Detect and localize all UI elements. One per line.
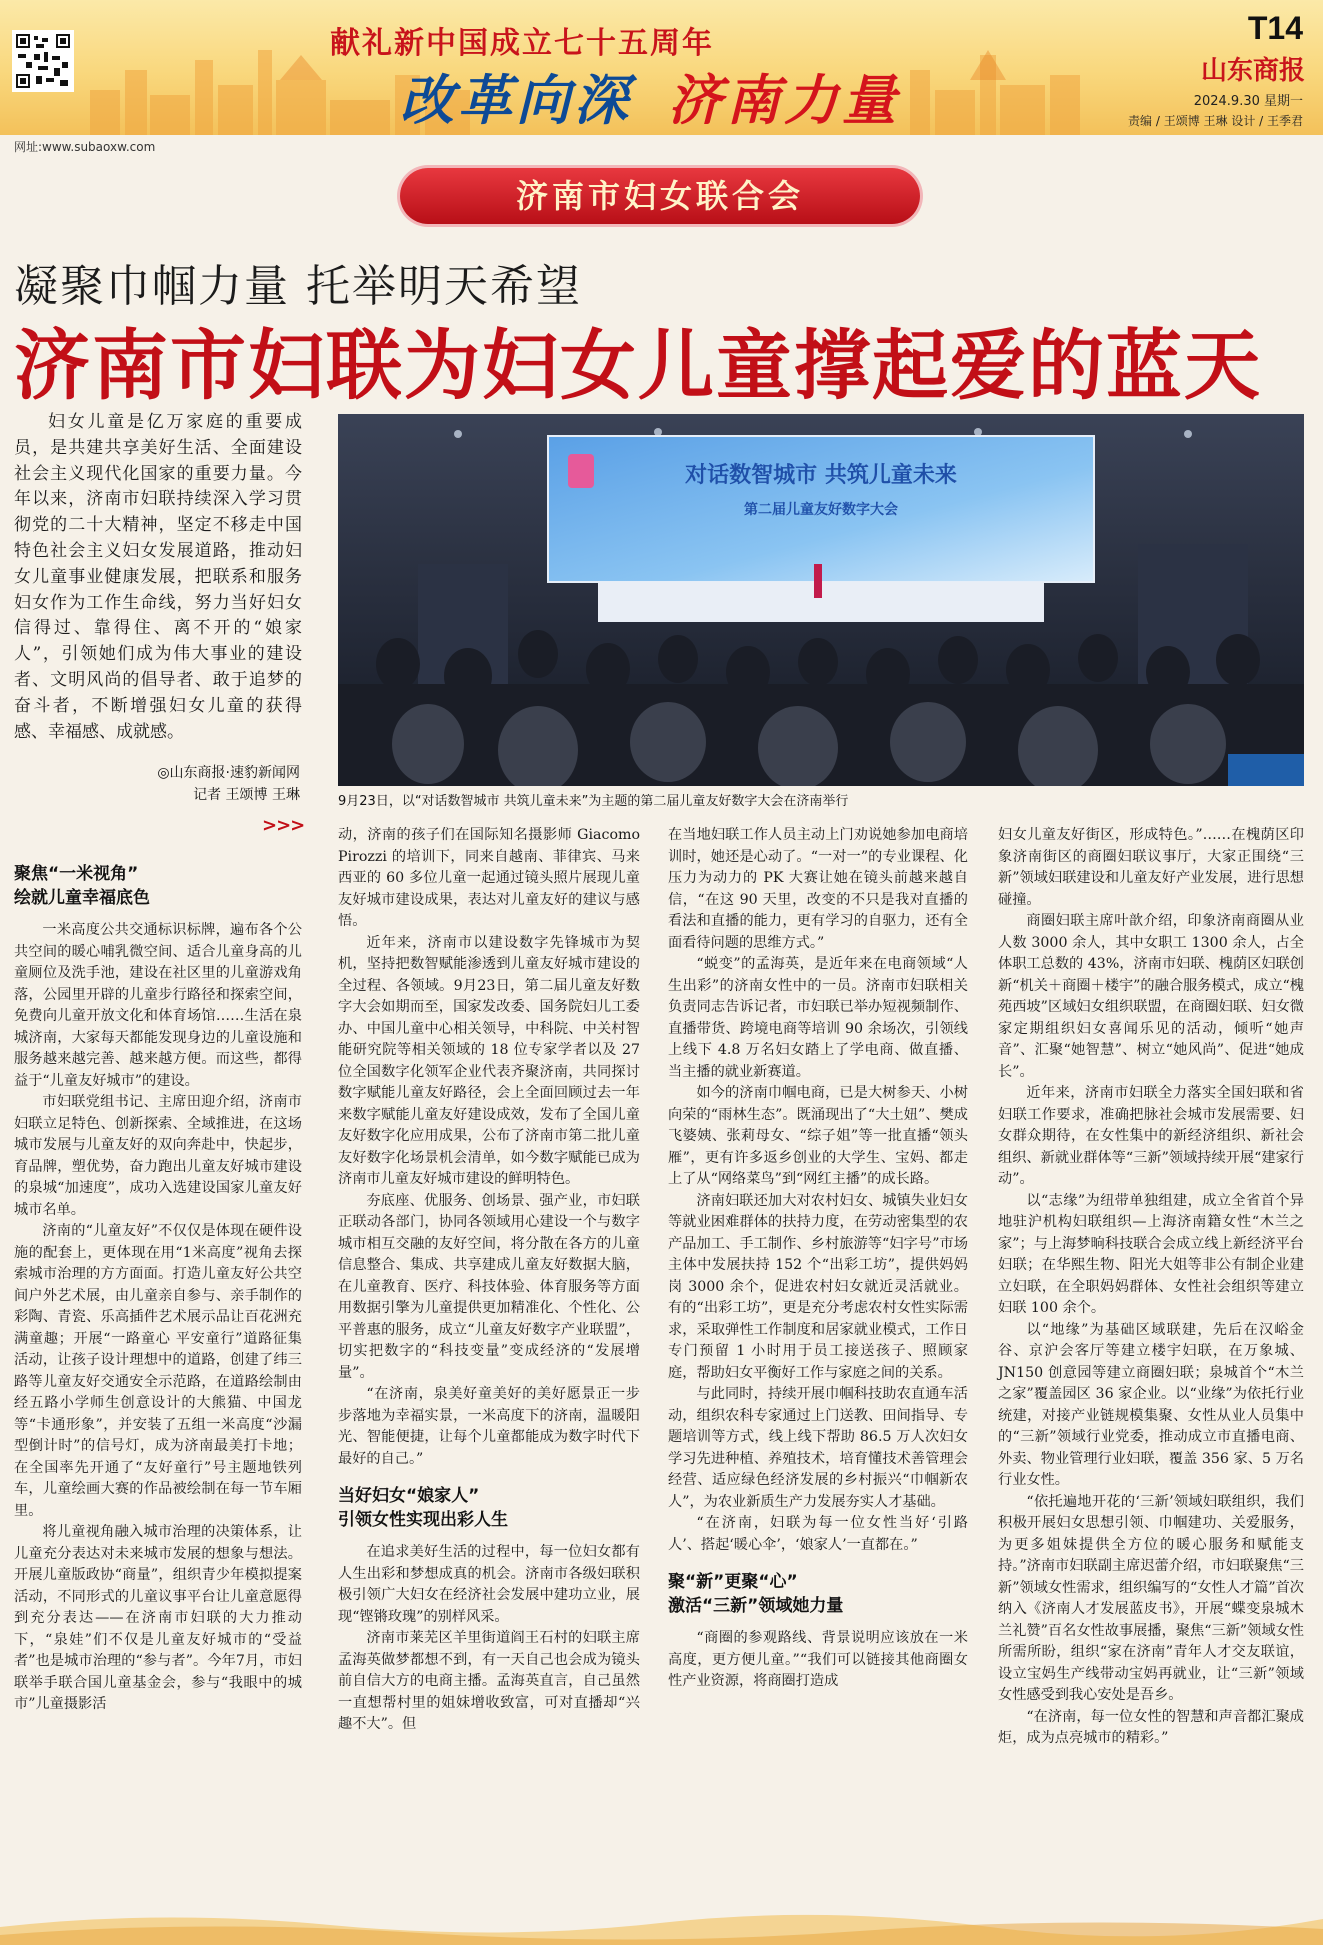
masthead-slogan-part1: 改革向深 — [400, 68, 632, 132]
section-heading-3 — [668, 1570, 968, 1618]
sub-headline: 凝聚巾帼力量 托举明天希望 — [14, 261, 582, 312]
editor-credits: 责编 / 王颂博 王琳 设计 / 王季君 — [1128, 114, 1303, 128]
paragraph: 近年来，济南市妇联全力落实全国妇联和省妇联工作要求，准确把脉社会城市发展需要、妇女群众期待，在女性集中的新经济组织、新社会组织、新就业群体等“三新”领域持续开展“建家行动”。 — [998, 1085, 1304, 1187]
paragraph: 夯底座、优服务、创场景、强产业，市妇联正联动各部门，协同各领域用心建设一个与数字城市相互交融的友好空间，将分散在各方的儿童信息整合、集成、共享建成儿童友好数据大脑，在儿童教育、医疗、科技体验、体育服务等方面用数据引擎为儿童提供更加精准化、个性化、公平普惠的服务，成立“儿童友好数字产业联盟”，切实把数字的“科技变量”变成经济的“发展增量”。 — [338, 1192, 640, 1381]
masthead-slogan-part2: 济南力量 — [668, 68, 900, 132]
article-column-4 — [998, 825, 1304, 1750]
paragraph: “在济南，每一位女性的智慧和声音都汇聚成炬，成为点亮城市的精彩。” — [998, 1708, 1304, 1746]
paragraph: 动，济南的孩子们在国际知名摄影师 Giacomo Pirozzi 的培训下，同来自越南、菲律宾、马来西亚的 60 多位儿童一起通过镜头照片展现儿童友好城市建设成果，表达对儿童友好的建议与感悟。 — [338, 827, 640, 929]
paragraph: 妇女儿童友好街区，形成特色。”……在槐荫区印象济南街区的商圈妇联议事厅，大家正围绕“三新”领域妇联建设和儿童友好产业发展，进行思想碰撞。 — [998, 827, 1304, 908]
paragraph: 与此同时，持续开展巾帼科技助农直通车活动，组织农科专家通过上门送教、田间指导、专题培训等方式，线上线下帮助 86.5 万人次妇女学习先进种植、养殖技术，培育懂技术善管理会经营、适应绿色经济发展的乡村振兴“巾帼新农人”，为农业新质生产力发展夯实人才基础。 — [668, 1386, 968, 1510]
paragraph: 在追求美好生活的过程中，每一位妇女都有人生出彩和梦想成真的机会。济南市各级妇联积极引领广大妇女在经济社会发展中建功立业，展现“铿锵玫瑰”的别样风采。 — [338, 1544, 640, 1625]
paragraph: 济南妇联还加大对农村妇女、城镇失业妇女等就业困难群体的扶持力度，在劳动密集型的农产品加工、手工制作、乡村旅游等“妇字号”市场主体中发展扶持 152 个“出彩工坊”，提供妈妈岗 3000 余个，促进农村妇女就近灵活就业。有的“出彩工坊”，更是充分考虑农村女性实际需求，采取弹性工作制度和居家就业模式，工作日专门预留 1 小时用于员工接送孩子、照顾家庭，帮助妇女平衡好工作与家庭之间的关系。 — [668, 1192, 968, 1381]
byline-source: ◎山东商报·速豹新闻网 — [157, 765, 300, 781]
bottom-decoration — [0, 1905, 1323, 1945]
paragraph: 一米高度公共交通标识标牌，遍布各个公共空间的暖心哺乳微空间、适合儿童身高的儿童厕位及洗手池，建设在社区里的儿童游戏角落，公园里开辟的儿童步行路径和探索空间，免费向儿童开放文化和体育场馆……生活在泉城济南，大家每天都能发现身边的儿童设施和服务越来越完善、越来越方便。而这些，都得益于“儿童友好城市”的建设。 — [14, 922, 302, 1089]
paragraph: “蜕变”的孟海英，是近年来在电商领域“人生出彩”的济南女性中的一员。济南市妇联相关负责同志告诉记者，市妇联已举办短视频制作、直播带货、跨境电商等培训 90 余场次，引领线上线下 4.8 万名妇女踏上了学电商、做直播、当主播的就业新赛道。 — [668, 956, 968, 1080]
masthead-tagline: 献礼新中国成立七十五周年 — [330, 26, 714, 61]
paragraph: “依托遍地开花的‘三新’领域妇联组织，我们积极开展妇女思想引领、巾帼建功、关爱服务，为更多姐妹提供全方位的暖心服务和赋能支持。”济南市妇联副主席迟蕾介绍，市妇联聚焦“三新”领域女性需求，组织编写的“女性人才篇”首次纳入《济南人才发展蓝皮书》，开展“蝶变泉城木兰礼赞”百名女性故事展播，聚焦“三新”领域女性所需所盼，组织“家在济南”青年人才交友联谊，设立宝妈生产线带动宝妈再就业，让“三新”领域女性感受到我心安处是吾乡。 — [998, 1493, 1304, 1703]
article-column-2 — [338, 825, 640, 1736]
section-heading-1-line2: 绘就儿童幸福底色 — [14, 888, 150, 908]
section-heading-2-line1: 当好妇女“娘家人” — [338, 1486, 480, 1506]
paragraph: 以“地缘”为基础区域联建，先后在汉峪金谷、京沪会客厅等建立楼宇妇联，在万象城、JN150 创意园等建立商圈妇联；泉城首个“木兰之家”覆盖园区 36 家企业。以“业缘”为依托行业统建，对接产业链规模集聚、女性从业人员集中的“三新”领域行业党委，推动成立市直播电商、外卖、物业管理行业妇联，覆盖 356 家、5 万名行业女性。 — [998, 1321, 1304, 1488]
photo-caption: 9月23日，以“对话数智城市 共筑儿童未来”为主题的第二届儿童友好数字大会在济南举行 — [338, 794, 849, 809]
arrows-decoration: >>> — [262, 815, 305, 836]
paragraph: “商圈的参观路线、背景说明应该放在一米高度，更方便儿童。”“我们可以链接其他商圈女性产业资源，将商圈打造成 — [668, 1630, 968, 1689]
section-heading-3-line2: 激活“三新”领域她力量 — [668, 1596, 844, 1616]
section-heading-2 — [338, 1484, 640, 1532]
screen-subtitle: 第二届儿童友好数字大会 — [744, 502, 898, 518]
article-column-1 — [14, 848, 302, 1716]
lead-paragraph: 妇女儿童是亿万家庭的重要成员，是共建共享美好生活、全面建设社会主义现代化国家的重要力量。今年以来，济南市妇联持续深入学习贯彻党的二十大精神，坚定不移走中国特色社会主义妇女发展道路，推动妇女儿童事业健康发展，把联系和服务妇女作为工作生命线，努力当好妇女信得过、靠得住、离不开的“娘家人”，引领她们成为伟大事业的建设者、文明风尚的倡导者、敢于追梦的奋斗者，不断增强妇女儿童的获得感、幸福感、成就感。 — [14, 412, 302, 742]
section-heading-1-line1: 聚焦“一米视角” — [14, 864, 139, 884]
banner-label: 济南市妇女联合会 — [515, 177, 804, 215]
paragraph: 济南的“儿童友好”不仅仅是体现在硬件设施的配套上，更体现在用“1米高度”视角去探索城市治理的方方面面。打造儿童友好公共空间户外艺术展，由儿童亲自参与、亲手制作的彩陶、青瓷、乐高插件艺术展示品让百花洲充满童趣；开展“一路童心 平安童行”道路征集活动，让孩子设计理想中的道路，创建了纬三路等儿童友好交通安全示范路，在道路绘制由经五路小学师生创意设计的大熊猫、中国龙等“卡通形象”，并安装了五组一米高度“沙漏型倒计时”的信号灯，成为济南最美打卡地；在全国率先开通了“友好童行”号主题地铁列车，儿童绘画大赛的作品被绘制在每一节车厢里。 — [14, 1223, 302, 1519]
issue-date: 2024.9.30 星期一 — [1193, 94, 1303, 109]
qr-code-icon[interactable] — [12, 30, 74, 92]
newspaper-name: 山东商报 — [1200, 56, 1305, 86]
section-heading-3-line1: 聚“新”更聚“心” — [668, 1572, 798, 1592]
main-headline: 济南市妇联为妇女儿童撑起爱的蓝天 — [14, 321, 1262, 410]
screen-title: 对话数智城市 共筑儿童未来 — [685, 463, 957, 488]
page-number: T14 — [1247, 10, 1303, 46]
paragraph: 在当地妇联工作人员主动上门劝说她参加电商培训时，她还是心动了。“一对一”的专业课程、化压力为动力的 PK 大赛让她在镜头前越来越自信，“在这 90 天里，改变的不只是我对直播的看法和直播的能力，更有学习的自驱力，还有全面看待问题的思维方式。” — [668, 827, 968, 951]
masthead — [0, 0, 1323, 135]
paragraph: 近年来，济南市以建设数字先锋城市为契机，坚持把数智赋能渗透到儿童友好城市建设的全过程、各领域。9月23日，第二届儿童友好数字大会如期而至，国家发改委、国务院妇儿工委办、中国儿童中心相关领导，中科院、中关村智能研究院等相关领域的 18 位专家学者以及 27 位全国数字化领军企业代表齐聚济南，共同探讨数字赋能儿童友好路径，会上全面回顾过去一年来数字赋能儿童友好建设成效，发布了全国儿童友好数字化应用成果，公布了济南市第二批儿童友好数字化场景机会清单，如今数字赋能已成为济南市儿童友好城市建设的鲜明特色。 — [338, 934, 640, 1187]
section-banner — [400, 168, 920, 224]
paragraph: 将儿童视角融入城市治理的决策体系，让儿童充分表达对未来城市发展的想象与想法。开展儿童版政协“商量”，组织青少年模拟提案活动，不同形式的儿童议事平台让儿童意愿得到充分表达——在济南市妇联的大力推动下，“泉娃”们不仅是儿童友好城市的“受益者”也是城市治理的“参与者”。今年7月，市妇联举手联合国儿童基金会，参与“我眼中的城市”儿童摄影活 — [14, 1524, 302, 1712]
paragraph: “在济南，妇联为每一位女性当好‘引路人’、搭起‘暖心伞’，‘娘家人’一直都在。” — [668, 1515, 968, 1553]
paragraph: 以“志缘”为纽带单独组建，成立全省首个异地驻沪机构妇联组织—上海济南籍女性“木兰之家”；与上海梦晌科技联合会成立线上新经济平台妇联；在华熙生物、阳光大姐等非公有制企业建立妇联，在全职妈妈群体、女性社会组织等建立妇联 100 余个。 — [998, 1192, 1304, 1316]
paragraph: 市妇联党组书记、主席田迎介绍，济南市妇联立足特色、创新探索、全域推进，在这场城市发展与儿童友好的双向奔赴中，快起步，育品牌，塑优势，奋力跑出儿童友好城市建设的泉城“加速度”，成功入选建设国家儿童友好城市名单。 — [14, 1094, 302, 1218]
paragraph: “在济南，泉美好童美好的美好愿景正一步步落地为幸福实景，一米高度下的济南，温暖阳光、智能便捷，让每个儿童都能成为数字时代下最好的自己。” — [338, 1386, 640, 1467]
byline-reporters: 记者 王颂博 王琳 — [193, 787, 300, 803]
website-url[interactable]: 网址:www.subaoxw.com — [14, 140, 156, 154]
paragraph: 商圈妇联主席叶歆介绍，印象济南商圈从业人数 3000 余人，其中女职工 1300 余人，占全体职工总数的 43%，济南市妇联、槐荫区妇联创新“机关＋商圈＋楼宇”的融合服务模式，成立“槐苑西坡”区域妇女组织联盟，在商圈妇联、妇女微家定期组织妇女喜闻乐见的活动，倾听“她声音”、汇聚“她智慧”、树立“她风尚”、促进“她成长”。 — [998, 913, 1304, 1080]
article-column-3 — [668, 825, 968, 1693]
section-heading-2-line2: 引领女性实现出彩人生 — [338, 1510, 508, 1530]
section-heading-1 — [14, 862, 302, 910]
paragraph: 如今的济南巾帼电商，已是大树参天、小树向荣的“雨林生态”。既涌现出了“大土妞”、樊成飞婆姨、张莉母女、“综子姐”等一批直播“领头雁”，更有许多返乡创业的大学生、宝妈、都走上了从“网络菜鸟”到“网红主播”的成长路。 — [668, 1085, 968, 1187]
conference-photo — [338, 414, 1304, 786]
paragraph: 济南市莱芜区羊里街道阎王石村的妇联主席孟海英做梦都想不到，有一天自己也会成为镜头前自信大方的电商主播。孟海英直言，自己虽然一直想帮村里的姐妹增收致富，可对直播却“兴趣不大”。但 — [338, 1630, 640, 1732]
